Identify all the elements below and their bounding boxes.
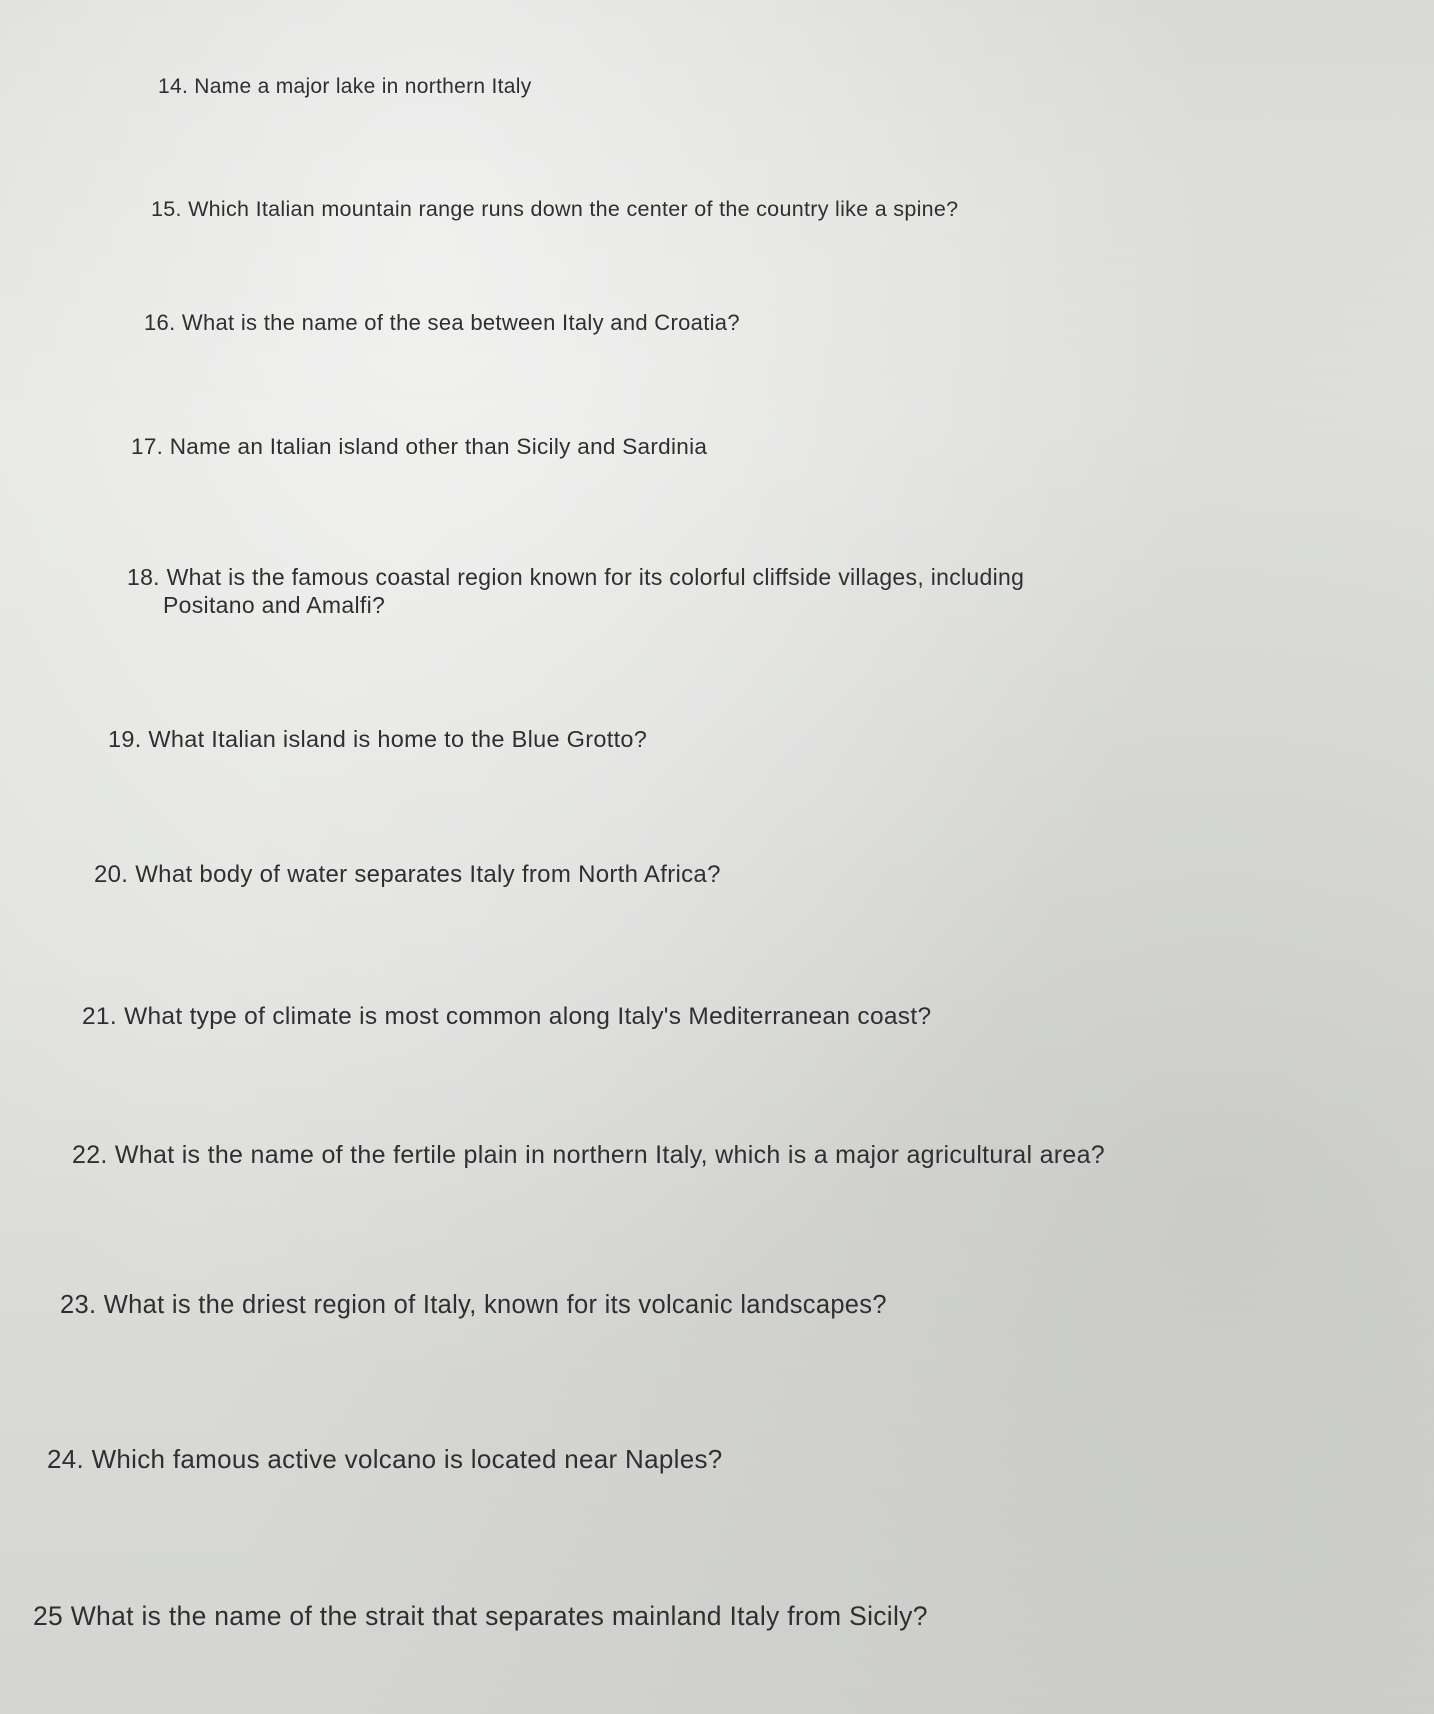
- question-text-continued: Positano and Amalfi?: [163, 592, 386, 619]
- question-23: [60, 1290, 887, 1321]
- question-text: What Italian island is home to the Blue Grotto?: [148, 726, 648, 752]
- question-16: [144, 310, 740, 337]
- question-text: What is the name of the fertile plain in northern Italy, which is a major agricultural area?: [114, 1141, 1106, 1169]
- question-17: [131, 433, 707, 460]
- question-number: 20.: [94, 861, 129, 888]
- question-20: [94, 860, 721, 889]
- question-number: 25: [33, 1601, 64, 1631]
- question-24: [47, 1444, 723, 1476]
- question-number: 16.: [144, 310, 176, 335]
- question-18: [127, 563, 1024, 619]
- question-text: What is the famous coastal region known for its colorful cliffside villages, including: [166, 564, 1025, 590]
- question-text: Name an Italian island other than Sicily and Sardinia: [169, 434, 708, 459]
- question-text: What is the name of the sea between Italy and Croatia?: [181, 310, 740, 335]
- question-text: Which famous active volcano is located near Naples?: [91, 1444, 723, 1474]
- question-15: [151, 196, 958, 222]
- question-22: [72, 1140, 1105, 1171]
- question-number: 23.: [60, 1291, 97, 1319]
- question-number: 17.: [131, 434, 164, 459]
- question-number: 21.: [82, 1003, 117, 1030]
- question-text: Which Italian mountain range runs down the center of the country like a spine?: [188, 197, 959, 221]
- question-text: What body of water separates Italy from North Africa?: [135, 861, 721, 888]
- question-number: 24.: [47, 1444, 85, 1474]
- question-number: 22.: [72, 1141, 108, 1169]
- question-number: 18.: [127, 564, 160, 590]
- question-number: 14.: [158, 75, 189, 98]
- question-14: [158, 74, 532, 100]
- question-21: [82, 1002, 931, 1032]
- question-19: [108, 725, 647, 754]
- question-text: What is the driest region of Italy, known for its volcanic landscapes?: [103, 1291, 887, 1319]
- question-text: Name a major lake in northern Italy: [194, 75, 532, 98]
- question-number: 15.: [151, 197, 182, 221]
- question-text: What is the name of the strait that separates mainland Italy from Sicily?: [70, 1601, 928, 1631]
- question-number: 19.: [108, 726, 142, 752]
- question-25: [33, 1600, 928, 1632]
- question-text: What type of climate is most common along Italy's Mediterranean coast?: [124, 1003, 932, 1030]
